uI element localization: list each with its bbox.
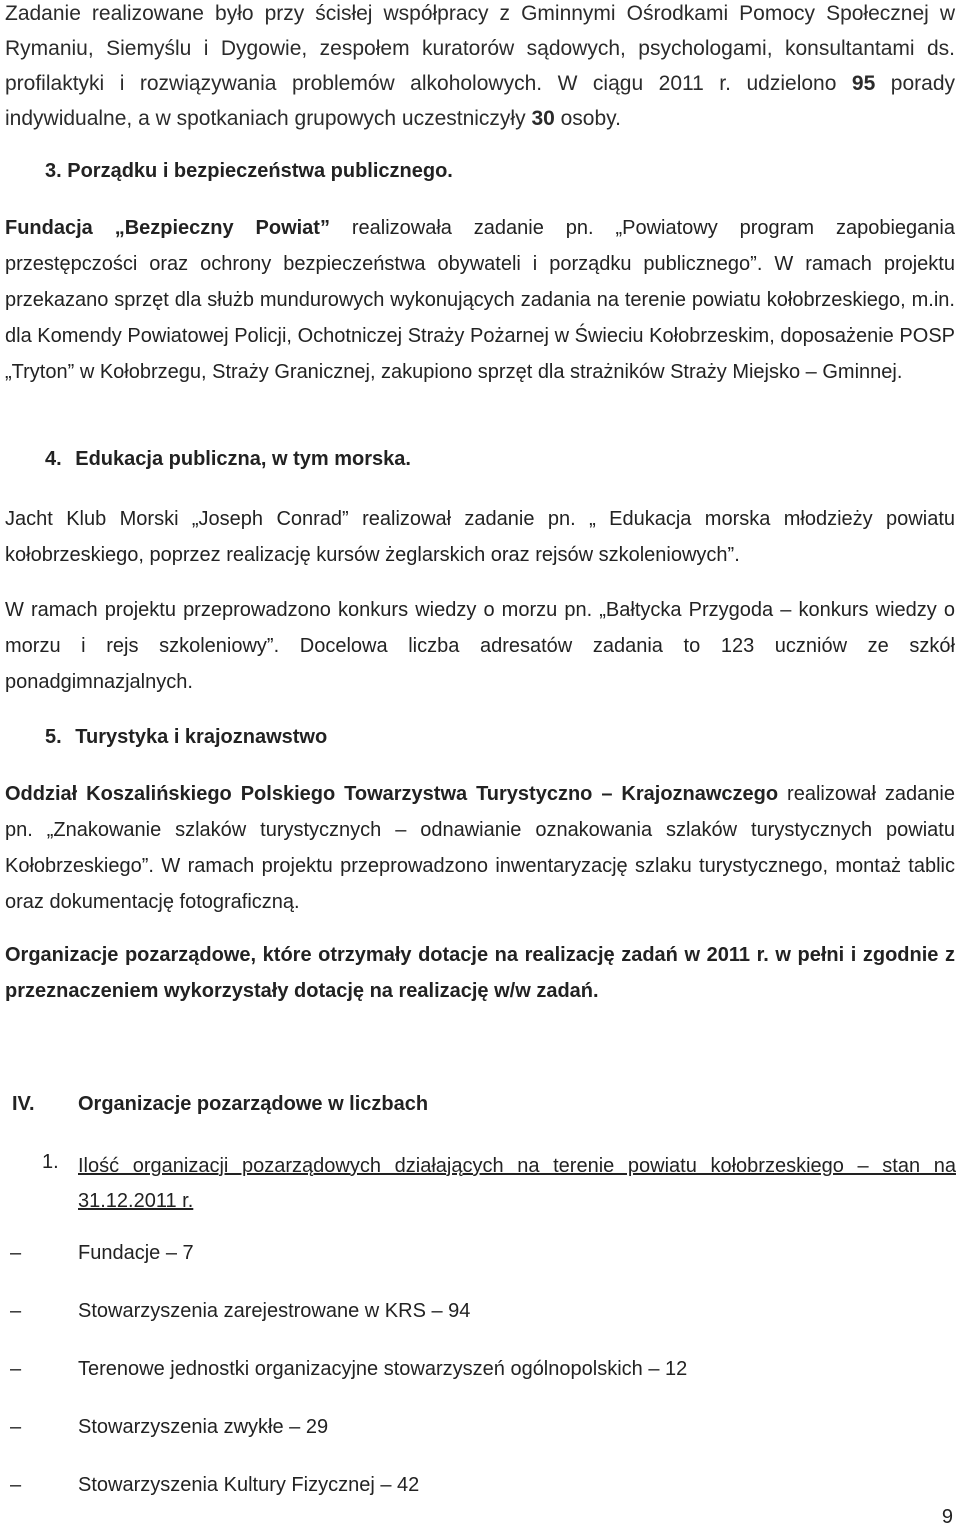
section-3-heading: 3. Porządku i bezpieczeństwa publicznego. bbox=[45, 160, 453, 182]
dash-bullet: – bbox=[10, 1300, 22, 1322]
dash-bullet: – bbox=[10, 1416, 22, 1438]
page-number: 9 bbox=[941, 1506, 953, 1528]
list-item-text: Stowarzyszenia zarejestrowane w KRS – 94 bbox=[78, 1300, 471, 1322]
section-4-number: 4. bbox=[45, 448, 62, 470]
dash-bullet: – bbox=[10, 1474, 22, 1496]
section-4-paragraph-1: Jacht Klub Morski „Joseph Conrad” realizował zadanie pn. „ Edukacja morska młodzieży powiatu kołobrzeskiego, poprzez realizację kursów żeglarskich oraz rejsów szkoleniowych”. bbox=[5, 508, 955, 566]
count-porady: 95 bbox=[851, 72, 876, 95]
intro-text-end: osoby. bbox=[554, 107, 621, 130]
item-1-text: Ilość organizacji pozarządowych działających na terenie powiatu kołobrzeskiego – stan na 31.12.2011 r. bbox=[78, 1155, 956, 1212]
section-5-heading bbox=[45, 726, 955, 749]
section-3-org: Fundacja „Bezpieczny Powiat” bbox=[5, 217, 330, 239]
list-item-text: Terenowe jednostki organizacyjne stowarzyszeń ogólnopolskich – 12 bbox=[78, 1358, 688, 1380]
dash-bullet: – bbox=[10, 1358, 22, 1380]
section-4-heading bbox=[45, 448, 955, 471]
section-5-org: Oddział Koszalińskiego Polskiego Towarzystwa Turystyczno – Krajoznawczego bbox=[5, 783, 779, 805]
chapter-iv-number: IV. bbox=[12, 1093, 35, 1115]
section-5-title: Turystyka i krajoznawstwo bbox=[75, 726, 328, 748]
chapter-iv-heading: Organizacje pozarządowe w liczbach bbox=[78, 1093, 429, 1115]
count-osoby: 30 bbox=[531, 107, 555, 130]
intro-text: Zadanie realizowane było przy ścisłej współpracy z Gminnymi Ośrodkami Pomocy Społecznej w Rymaniu, Siemyślu i Dygowie, zespołem kuratorów sądowych, psychologami, konsultantami ds. profilaktyki i rozwiązywania problemów alkoholowych. W ciągu 2011 r. udzielono bbox=[5, 2, 955, 95]
section-3-paragraph bbox=[5, 210, 955, 390]
section-4-paragraph-2: W ramach projektu przeprowadzono konkurs wiedzy o morzu pn. „Bałtycka Przygoda – konkurs wiedzy o morzu i rejs szkoleniowy”. Docelowa liczba adresatów zadania to 123 uczniów ze szkół ponadgimnazjalnych. bbox=[5, 599, 955, 693]
section-3-text: realizowała zadanie pn. „Powiatowy program zapobiegania przestępczości oraz ochrony bezpieczeństwa obywateli i porządku publicznego”. W ramach projektu przekazano sprzęt dla służb mundurowych wykonujących zadania na terenie powiatu kołobrzeskiego, m.in. dla Komendy Powiatowej Policji, Ochotniczej Straży Pożarnej w Świeciu Kołobrzeskim, doposażenie POSP „Tryton” w Kołobrzegu, Straży Granicznej, zakupiono sprzęt dla strażników Straży Miejsko – Gminnej. bbox=[5, 217, 955, 383]
intro-paragraph bbox=[5, 0, 955, 136]
summary-paragraph: Organizacje pozarządowe, które otrzymały dotacje na realizację zadań w 2011 r. w pełni i zgodnie z przeznaczeniem wykorzystały dotację na realizację w/w zadań. bbox=[5, 944, 955, 1002]
list-item-text: Stowarzyszenia zwykłe – 29 bbox=[78, 1416, 329, 1438]
section-5-number: 5. bbox=[45, 726, 62, 748]
intro-text-mid: porady indywidualne, a w spotkaniach grupowych uczestniczyły bbox=[5, 72, 956, 130]
dash-bullet: – bbox=[10, 1242, 22, 1264]
section-4-title: Edukacja publiczna, w tym morska. bbox=[75, 448, 411, 470]
list-item-text: Stowarzyszenia Kultury Fizycznej – 42 bbox=[78, 1474, 420, 1496]
list-item-text: Fundacje – 7 bbox=[78, 1242, 194, 1264]
section-5-text: realizował zadanie pn. „Znakowanie szlaków turystycznych – odnawianie oznakowania szlaków turystycznych powiatu Kołobrzeskiego”. W ramach projektu przeprowadzono inwentaryzację szlaku turystycznego, montaż tablic oraz dokumentację fotograficzną. bbox=[5, 783, 955, 913]
item-1-number: 1. bbox=[42, 1151, 59, 1173]
section-5-paragraph bbox=[5, 776, 955, 920]
